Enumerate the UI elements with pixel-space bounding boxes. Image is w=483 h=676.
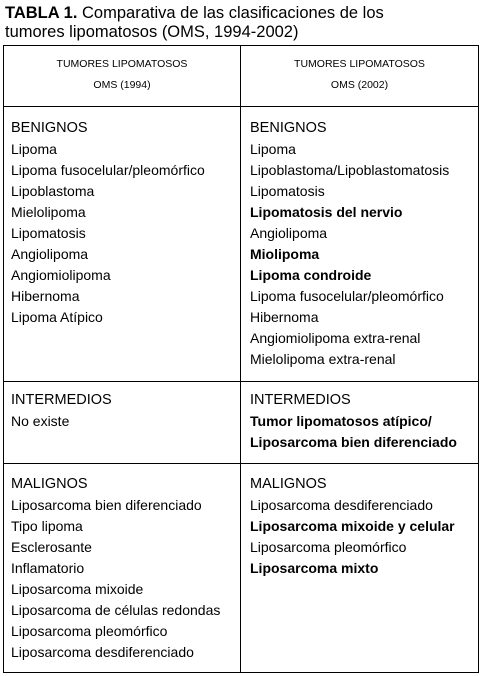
list-item: Liposarcoma de células redondas bbox=[11, 602, 221, 618]
header-left bbox=[4, 54, 240, 96]
table-border-right bbox=[478, 45, 479, 673]
list-item: Liposarcoma mixto bbox=[250, 560, 379, 576]
list-item: Lipoma condroide bbox=[250, 267, 372, 283]
list-item: Lipomatosis bbox=[250, 183, 325, 199]
section-title: MALIGNOS bbox=[11, 476, 88, 492]
caption-title: Comparativa de las clasificaciones de los bbox=[82, 4, 384, 22]
list-item: Angiolipoma bbox=[11, 246, 89, 262]
row-divider-benignos bbox=[3, 381, 479, 382]
caption-label: TABLA 1. bbox=[5, 4, 78, 22]
intermedios-left-list bbox=[11, 411, 240, 432]
list-item: No existe bbox=[11, 413, 70, 429]
malignos-right-cell bbox=[250, 474, 478, 579]
row-divider-intermedios bbox=[3, 463, 479, 464]
table-caption bbox=[5, 4, 481, 42]
list-item: Angiolipoma bbox=[250, 225, 328, 241]
comparison-table bbox=[3, 45, 479, 673]
list-item: Mielolipoma bbox=[11, 204, 86, 220]
list-item: Mielolipoma extra-renal bbox=[250, 351, 396, 367]
malignos-left-list bbox=[11, 495, 240, 663]
caption-line-1 bbox=[5, 4, 481, 23]
row-divider-header bbox=[3, 106, 479, 107]
intermedios-left-cell bbox=[11, 390, 240, 432]
list-item: Liposarcoma desdiferenciado bbox=[250, 497, 433, 513]
list-item: Miolipoma bbox=[250, 246, 320, 262]
list-item: Liposarcoma desdiferenciado bbox=[11, 644, 194, 660]
list-item: Liposarcoma mixoide y celular bbox=[250, 518, 455, 534]
header-right bbox=[241, 54, 478, 96]
list-item: Liposarcoma mixoide bbox=[11, 581, 144, 597]
benignos-left-cell bbox=[11, 118, 240, 328]
list-item: Angiomiolipoma bbox=[11, 267, 111, 283]
list-item: Lipomatosis del nervio bbox=[250, 204, 403, 220]
list-item: Inflamatorio bbox=[11, 560, 85, 576]
list-item: Liposarcoma pleomórfico bbox=[250, 539, 407, 555]
section-title: BENIGNOS bbox=[11, 120, 88, 136]
intermedios-right-list bbox=[250, 411, 478, 453]
list-item: Lipoma bbox=[11, 141, 57, 157]
section-title: INTERMEDIOS bbox=[250, 392, 351, 408]
caption-line-2: tumores lipomatosos (OMS, 1994-2002) bbox=[5, 23, 299, 41]
header-right-line2: OMS (2002) bbox=[330, 79, 389, 91]
list-item: Tumor lipomatosos atípico/ bbox=[250, 413, 432, 429]
benignos-right-list bbox=[250, 139, 478, 370]
list-item: Liposarcoma pleomórfico bbox=[11, 623, 168, 639]
list-item: Lipoblastoma bbox=[11, 183, 95, 199]
list-item: Angiomiolipoma extra-renal bbox=[250, 330, 421, 346]
header-right-line1: TUMORES LIPOMATOSOS bbox=[294, 58, 425, 70]
column-divider bbox=[240, 45, 241, 673]
malignos-right-list bbox=[250, 495, 478, 579]
list-item: Lipoma fusocelular/pleomórfico bbox=[11, 162, 205, 178]
list-item: Lipoma Atípico bbox=[11, 309, 103, 325]
list-item: Tipo lipoma bbox=[11, 518, 83, 534]
list-item: Lipoma bbox=[250, 141, 296, 157]
list-item: Liposarcoma bien diferenciado bbox=[11, 497, 202, 513]
table-border-left bbox=[3, 45, 4, 673]
header-left-line2: OMS (1994) bbox=[93, 79, 151, 91]
malignos-left-cell bbox=[11, 474, 240, 663]
list-item: Hibernoma bbox=[250, 309, 319, 325]
list-item: Lipomatosis bbox=[11, 225, 86, 241]
benignos-right-cell bbox=[250, 118, 478, 370]
list-item: Esclerosante bbox=[11, 539, 92, 555]
list-item: Liposarcoma bien diferenciado bbox=[250, 434, 457, 450]
section-title: BENIGNOS bbox=[250, 120, 327, 136]
list-item: Lipoma fusocelular/pleomórfico bbox=[250, 288, 444, 304]
section-title: INTERMEDIOS bbox=[11, 392, 112, 408]
table-border-top bbox=[3, 45, 479, 46]
section-title: MALIGNOS bbox=[250, 476, 327, 492]
benignos-left-list bbox=[11, 139, 240, 328]
table-border-bottom bbox=[3, 672, 479, 673]
list-item: Hibernoma bbox=[11, 288, 80, 304]
header-left-line1: TUMORES LIPOMATOSOS bbox=[56, 58, 188, 70]
list-item: Lipoblastoma/Lipoblastomatosis bbox=[250, 162, 450, 178]
intermedios-right-cell bbox=[250, 390, 478, 453]
